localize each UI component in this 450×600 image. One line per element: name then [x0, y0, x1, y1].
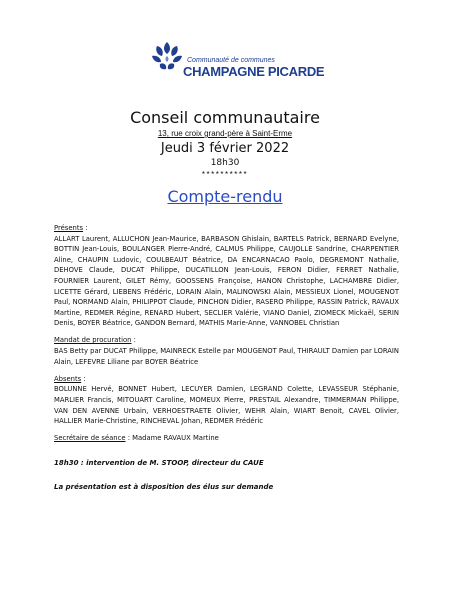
presentation-note: La présentation est à disposition des élus sur demande	[54, 483, 274, 492]
absent-section	[54, 374, 399, 427]
intervention-note: 18h30 : intervention de M. STOOP, directeur du CAUE	[54, 458, 264, 467]
secretary-section	[54, 433, 399, 444]
secretary-label: Secrétaire de séance	[54, 434, 126, 443]
absent-suffix: :	[81, 374, 86, 383]
secretary-name: : Madame RAVAUX Martine	[125, 434, 219, 443]
document-body	[54, 223, 399, 499]
present-section	[54, 223, 399, 329]
report-title-link[interactable]: Compte-rendu	[167, 187, 283, 206]
logo-subtitle: Communauté de communes	[187, 57, 275, 64]
document-title: Conseil communautaire	[130, 108, 320, 127]
present-label: Présents	[54, 224, 84, 232]
leaf-cluster-icon	[150, 40, 184, 76]
absent-list: BOLUNNE Hervé, BONNET Hubert, LECUYER Damien, LEGRAND Colette, LEVASSEUR Stéphanie, MARLIER Francis, MITOUART Caroline, MOMEUX Pierre, PRESTAIL Alexandre, TIMMERMAN Philippe, VAN DEN AVENNE Urbain, VERHOESTRAETE Olivier, WEHR Alain, WIART Benoit, CAVEL Olivier, HALLIER Marie-Christine, RINCHEVAL Johan, REDMER Frédéric	[54, 385, 399, 426]
present-list: ALLART Laurent, ALLUCHON Jean-Maurice, BARBASON Ghislain, BARTELS Patrick, BERNARD Evelyne, BOTTIN Jean-Louis, BOULANGER Pierre-André, CALMUS Philippe, CAUJOLLE Sandrine, CHARPENTIER Aline, CHAUPIN Ludovic, COULBEAUT Béatrice, DA ENCARNACAO Paolo, DEGREMONT Nathalie, DEHOVE Claude, DUCAT Philippe, DUCATILLON Jean-Louis, FERON Didier, FERRET Nathalie, FOURNIER Laurent, GILET Rémy, GOOSSENS Françoise, HANON Christophe, LACHAMBRE Didier, LICETTE Gérard, LIEBENS Frédéric, LORAIN Alain, MALINOWSKI Alain, MESSIEUX Lionel, MOUGENOT Paul, NORMAND Alain, PHILIPPOT Claude, PINCHON Didier, RASERO Philippe, RASSIN Patrick, RAVAUX Martine, REDMER Régine, RENARD Hubert, SECLIER Valérie, VIANO Daniel, ZIOMECK Mickaël, SERIN Denis, BOYER Béatrice, GANDON Bernard, MATHIS Marie-Anne, VANNOBEL Christian	[54, 234, 399, 328]
absent-label: Absents	[54, 374, 82, 383]
proxy-list: BAS Betty par DUCAT Philippe, MAINRECK Estelle par MOUGENOT Paul, THIRAULT Damien par LORAIN Alain, LEFEVRE Liliane par BOYER Béatrice	[54, 347, 399, 366]
proxy-section	[54, 335, 399, 367]
meeting-time: 18h30	[210, 158, 240, 168]
meeting-date: Jeudi 3 février 2022	[160, 141, 290, 156]
separator: **********	[201, 170, 249, 179]
logo-name: CHAMPAGNE PICARDE	[183, 64, 325, 79]
proxy-label: Mandat de procuration	[54, 336, 132, 345]
proxy-suffix: :	[131, 336, 136, 345]
champagne-picarde-logo	[150, 40, 325, 80]
present-suffix: :	[83, 224, 88, 232]
meeting-address: 13, rue croix grand-père à Saint-Erme	[157, 129, 293, 138]
